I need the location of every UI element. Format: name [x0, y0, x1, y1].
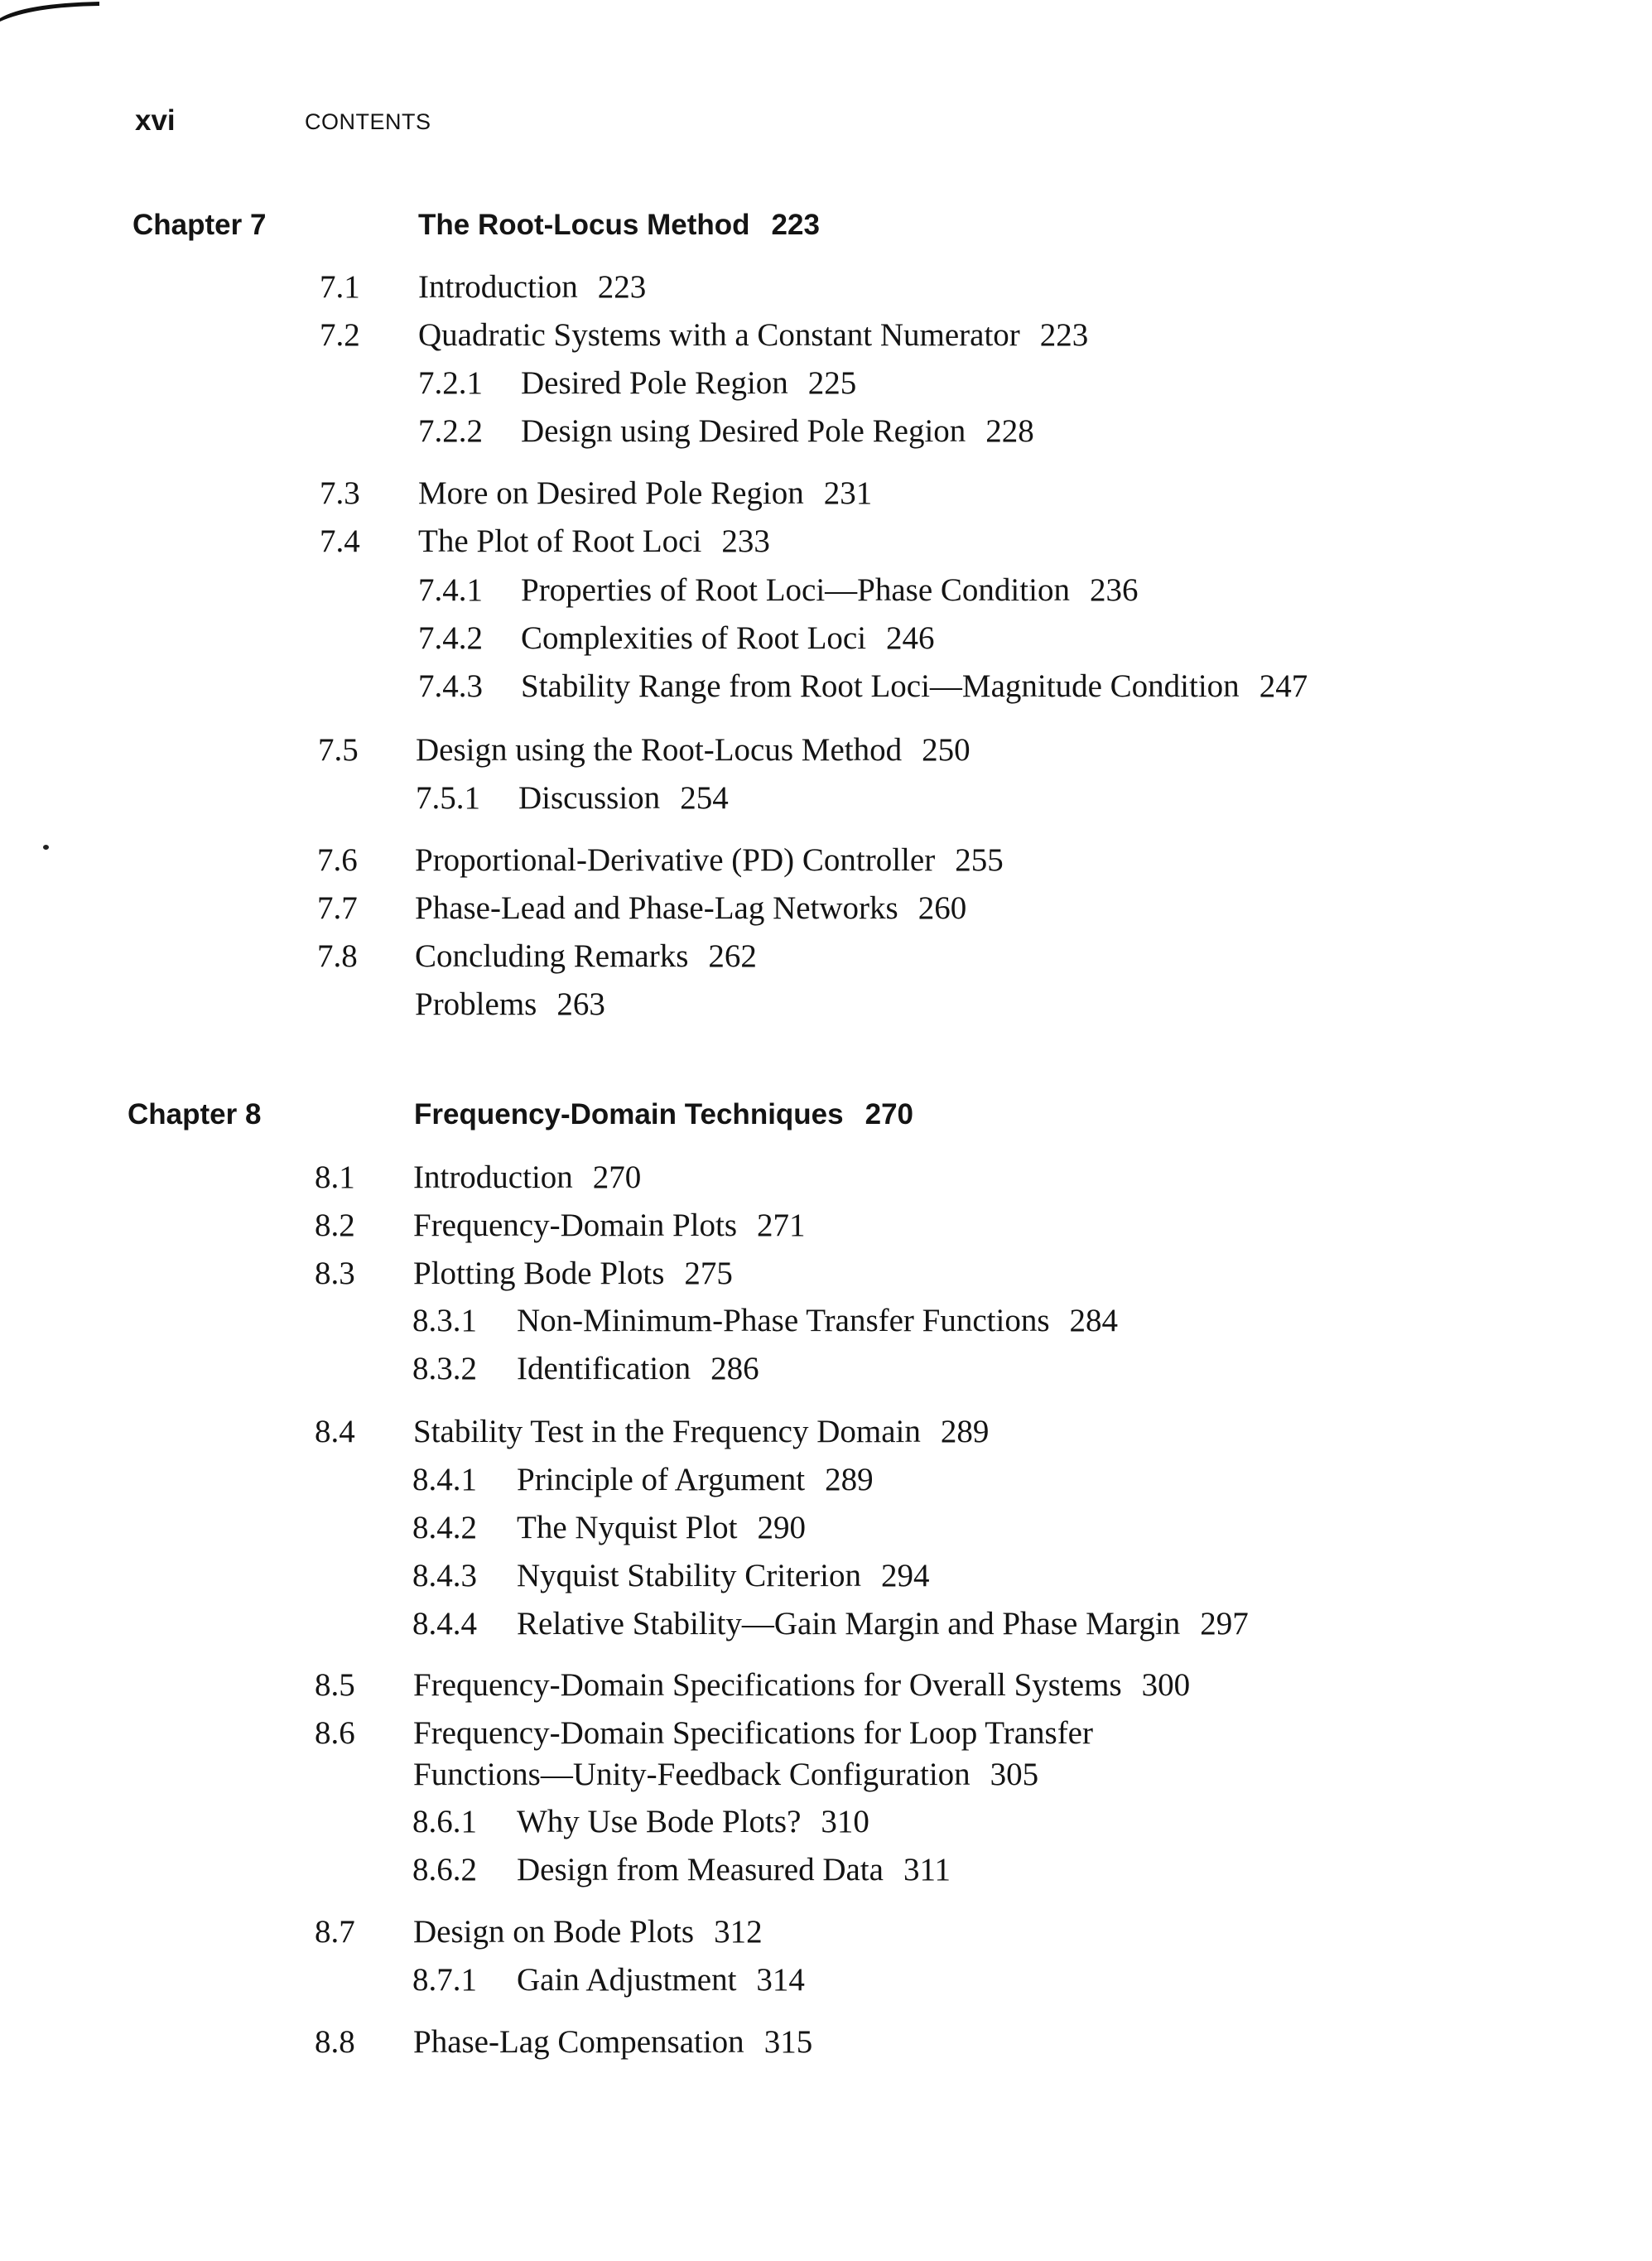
chapter-title — [414, 1098, 913, 1131]
section-page: 262 — [708, 938, 757, 974]
chapter-heading — [132, 209, 1126, 250]
chapter-title-text: The Root-Locus Method — [418, 209, 750, 241]
subsection-title: Stability Range from Root Loci—Magnitude Condition 247 — [521, 668, 1308, 704]
section-number: 8.7 — [315, 1914, 355, 1950]
section-title: Design on Bode Plots 312 — [413, 1914, 763, 1950]
section-title: Quadratic Systems with a Constant Numerator 223 — [418, 317, 1089, 353]
section-number: 7.7 — [317, 890, 358, 926]
section-title: Problems 263 — [415, 986, 605, 1022]
subsection-title: Nyquist Stability Criterion 294 — [517, 1558, 930, 1593]
subsection-number: 8.4.1 — [412, 1462, 477, 1497]
section-number: 8.6 — [315, 1715, 355, 1751]
subsection-number: 7.2.1 — [418, 365, 483, 401]
chapter-heading — [128, 1098, 1121, 1140]
section-page: 223 — [1039, 317, 1089, 353]
section-number: 7.4 — [320, 523, 360, 559]
section-number: 8.4 — [315, 1414, 355, 1449]
chapter-title — [418, 209, 820, 242]
section-page: 289 — [940, 1414, 990, 1449]
section-title: Phase-Lag Compensation 315 — [413, 2024, 813, 2060]
section-page: 225 — [807, 365, 857, 401]
section-page: 263 — [556, 986, 605, 1022]
chapter-page: 223 — [771, 209, 820, 241]
section-number: 7.6 — [317, 842, 358, 878]
section-page: 254 — [680, 780, 729, 816]
section-page: 315 — [763, 2024, 813, 2060]
section-page: 310 — [821, 1804, 869, 1839]
subsection-title: Identification 286 — [517, 1351, 759, 1386]
section-page: 250 — [922, 732, 970, 768]
section-page: 255 — [955, 842, 1004, 878]
section-number: 7.8 — [317, 938, 358, 974]
section-page: 233 — [721, 523, 770, 559]
subsection-title: Why Use Bode Plots? 310 — [517, 1804, 869, 1839]
section-page: 236 — [1089, 572, 1139, 608]
section-page: 297 — [1200, 1606, 1249, 1642]
subsection-title: Properties of Root Loci—Phase Condition 236 — [521, 572, 1139, 608]
section-number: 8.8 — [315, 2024, 355, 2060]
subsection-title: Relative Stability—Gain Margin and Phase Margin 297 — [517, 1606, 1249, 1642]
subsection-number: 7.2.2 — [418, 413, 483, 449]
section-title: Frequency-Domain Specifications for Loop Transfer Functions—Unity-Feedback Configuration 305 — [413, 1715, 1093, 1792]
subsection-number: 8.3.1 — [412, 1303, 477, 1338]
section-number: 8.3 — [315, 1256, 355, 1291]
subsection-title: Non-Minimum-Phase Transfer Functions 284 — [517, 1303, 1118, 1338]
section-title: Proportional-Derivative (PD) Controller 255 — [415, 842, 1004, 878]
section-page: 260 — [918, 890, 967, 926]
section-page: 314 — [756, 1962, 805, 1998]
section-title: Phase-Lead and Phase-Lag Networks 260 — [415, 890, 967, 926]
subsection-number: 8.6.2 — [412, 1852, 477, 1887]
section-page: 246 — [886, 620, 935, 656]
chapter-label: Chapter 8 — [128, 1098, 262, 1130]
subsection-number: 7.4.1 — [418, 572, 483, 608]
subsection-title: The Nyquist Plot 290 — [517, 1510, 807, 1545]
subsection-number: 8.4.2 — [412, 1510, 477, 1545]
subsection-number: 7.4.2 — [418, 620, 483, 656]
section-page: 228 — [985, 413, 1034, 449]
section-title: Stability Test in the Frequency Domain 289 — [413, 1414, 990, 1449]
section-page: 300 — [1141, 1667, 1191, 1703]
section-page: 305 — [990, 1757, 1039, 1792]
chapter-page: 270 — [865, 1098, 914, 1130]
subsection-title: Design from Measured Data 311 — [517, 1852, 951, 1887]
section-title: Concluding Remarks 262 — [415, 938, 757, 974]
section-number: 8.1 — [315, 1159, 355, 1195]
section-page: 294 — [881, 1558, 930, 1593]
section-title: More on Desired Pole Region 231 — [418, 475, 873, 511]
subsection-title: Complexities of Root Loci 246 — [521, 620, 935, 656]
section-page: 231 — [823, 475, 873, 511]
section-page: 271 — [757, 1208, 806, 1243]
section-page: 289 — [825, 1462, 874, 1497]
section-page: 223 — [597, 269, 647, 305]
page-number: xvi — [135, 104, 176, 137]
subsection-number: 7.4.3 — [418, 668, 483, 704]
section-number: 7.2 — [320, 317, 360, 353]
subsection-title: Design using Desired Pole Region 228 — [521, 413, 1034, 449]
subsection-number: 8.7.1 — [412, 1962, 477, 1998]
section-page: 311 — [903, 1852, 951, 1887]
section-number: 7.1 — [320, 269, 360, 305]
chapter-label: Chapter 7 — [132, 209, 267, 241]
subsection-title: Desired Pole Region 225 — [521, 365, 857, 401]
subsection-number: 8.6.1 — [412, 1804, 477, 1839]
subsection-number: 8.3.2 — [412, 1351, 477, 1386]
section-page: 284 — [1069, 1303, 1118, 1338]
section-page: 286 — [710, 1351, 759, 1386]
section-title: Introduction 270 — [413, 1159, 642, 1195]
section-page: 275 — [684, 1256, 733, 1291]
subsection-number: 8.4.4 — [412, 1606, 477, 1642]
chapter-title-text: Frequency-Domain Techniques — [414, 1098, 844, 1130]
subsection-title: Discussion 254 — [518, 780, 729, 816]
section-title: The Plot of Root Loci 233 — [418, 523, 770, 559]
subsection-number: 7.5.1 — [416, 780, 480, 816]
section-title-line2: Functions—Unity-Feedback Configuration — [413, 1757, 970, 1792]
section-number: 8.2 — [315, 1208, 355, 1243]
section-number: 8.5 — [315, 1667, 355, 1703]
subsection-number: 8.4.3 — [412, 1558, 477, 1593]
section-title: Frequency-Domain Plots 271 — [413, 1208, 806, 1243]
scan-speck — [43, 845, 49, 850]
section-title: Introduction 223 — [418, 269, 647, 305]
section-number: 7.5 — [318, 732, 359, 768]
section-page: 247 — [1259, 668, 1308, 704]
section-title: Frequency-Domain Specifications for Overall Systems 300 — [413, 1667, 1191, 1703]
section-page: 290 — [757, 1510, 807, 1545]
running-head: CONTENTS — [305, 109, 431, 134]
subsection-title: Gain Adjustment 314 — [517, 1962, 805, 1998]
scan-edge-mark — [0, 0, 99, 22]
section-title: Plotting Bode Plots 275 — [413, 1256, 733, 1291]
section-page: 270 — [592, 1159, 642, 1195]
section-page: 312 — [714, 1914, 763, 1950]
section-number: 7.3 — [320, 475, 360, 511]
subsection-title: Principle of Argument 289 — [517, 1462, 874, 1497]
section-title: Design using the Root-Locus Method 250 — [416, 732, 970, 768]
